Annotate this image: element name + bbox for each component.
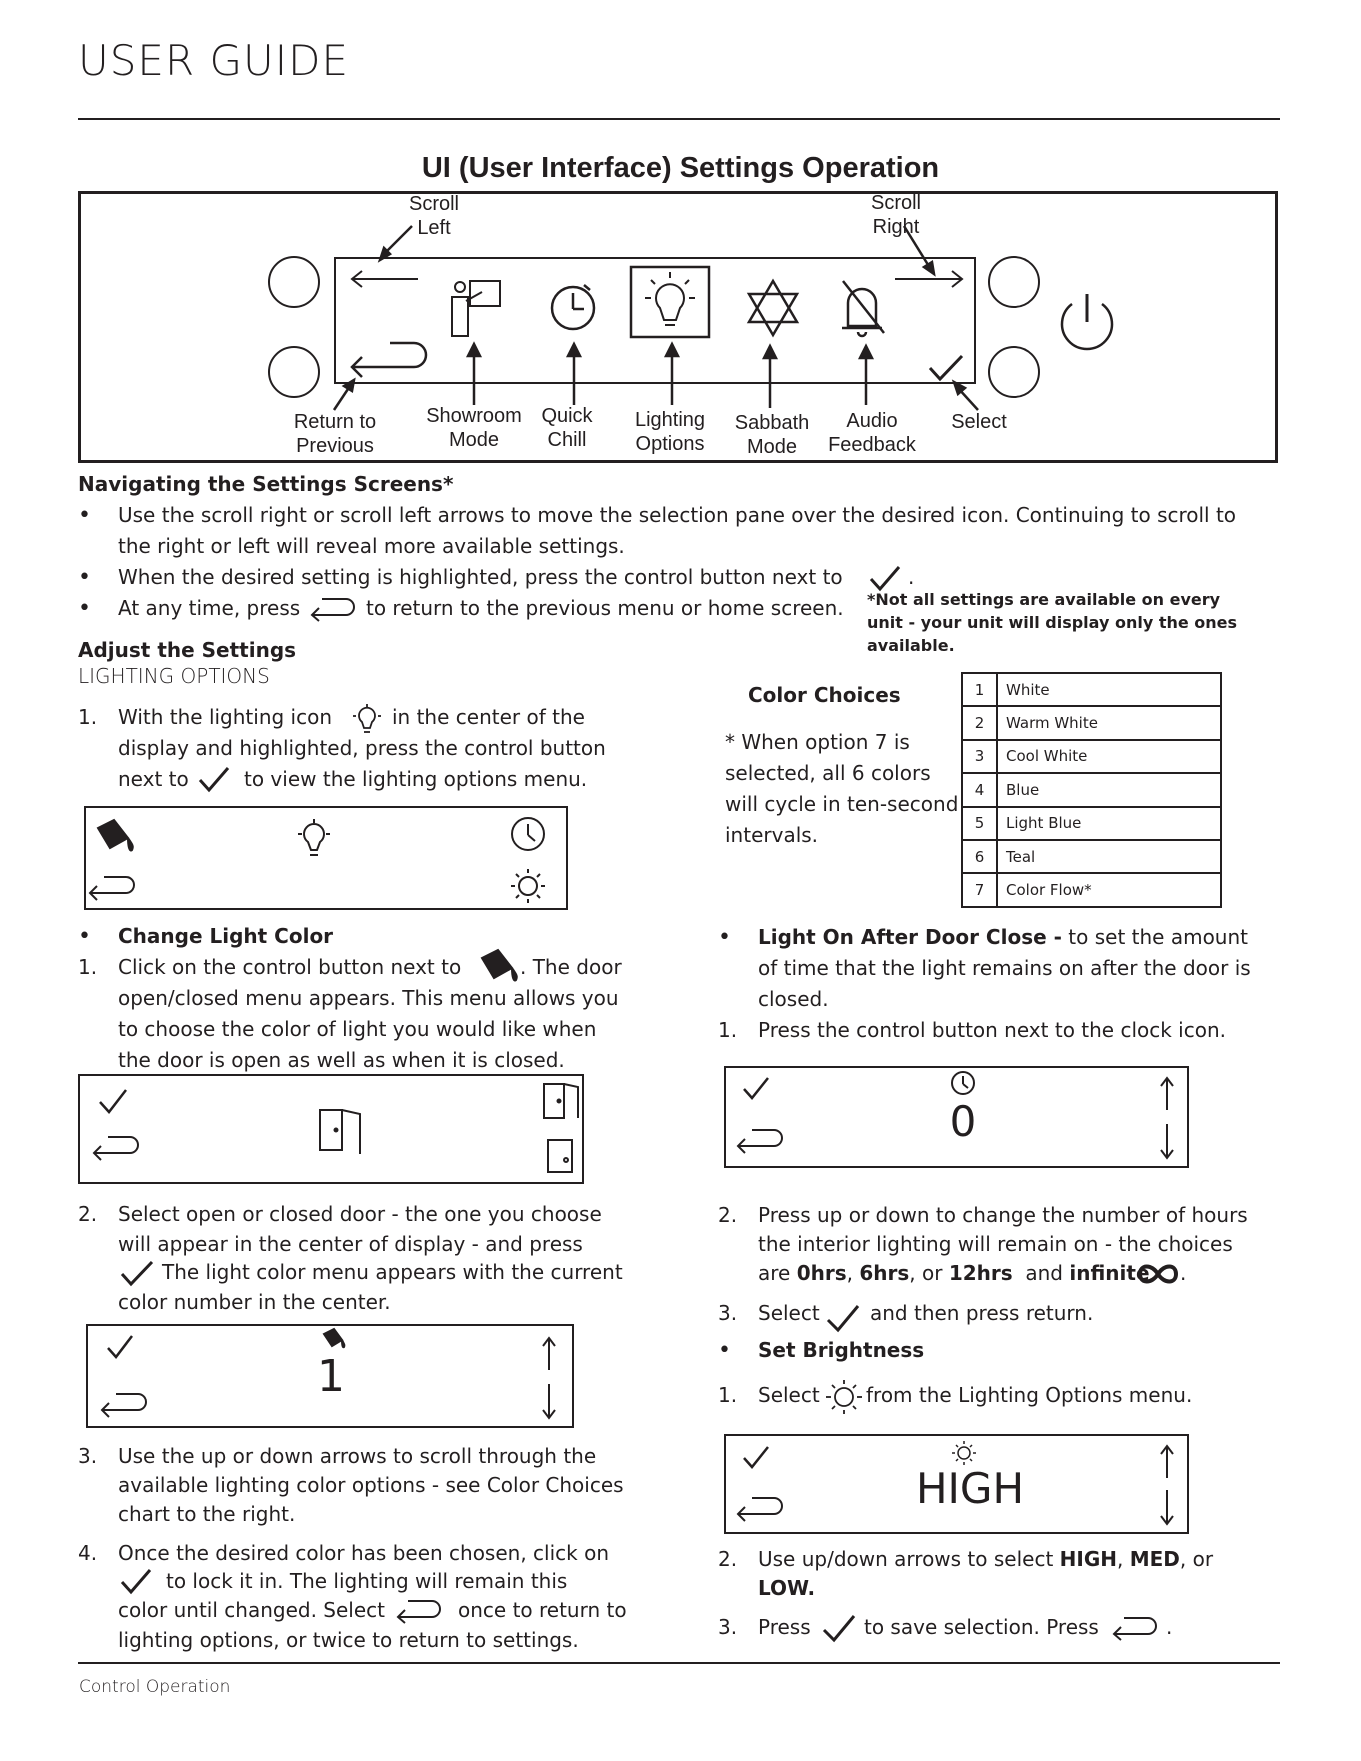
label-return-to-previous: Return to Previous [293,411,377,457]
down-arrow-icon [1161,1124,1173,1158]
hours-value: 0 [949,1097,977,1146]
label-sabbath-mode: Sabbath Mode [734,412,810,458]
light-on-line-3: closed. [758,987,829,1011]
table-row: 5 Light Blue [962,807,1221,840]
return-icon [308,593,358,623]
change-color-step-4-line-4: lighting options, or twice to return to settings. [118,1628,579,1652]
table-row: 6 Teal [962,840,1221,873]
step-number: 4. [78,1541,98,1565]
control-button-bottom-left [269,347,319,397]
showroom-mode-icon [452,281,500,336]
step-number: 2. [718,1203,738,1227]
step-number: 2. [718,1547,738,1571]
table-row: 2 Warm White [962,706,1221,739]
checkmark-icon [100,1090,126,1112]
brightness-value: HIGH [915,1464,1025,1513]
checkmark-icon [118,1258,158,1288]
bullet: • [78,565,91,590]
step-number: 1. [78,705,98,729]
checkmark-icon [824,1302,864,1334]
checkmark-icon [820,1612,860,1644]
table-row: 4 Blue [962,773,1221,806]
muted-bell-icon [842,281,884,336]
navigating-heading: Navigating the Settings Screens* [78,472,454,496]
light-on-step-2-line-1: Press up or down to change the number of hours [758,1203,1248,1227]
page-header-title: USER GUIDE [78,36,350,85]
door-menu-icons [78,1074,584,1184]
change-color-step-1-line-1a: Click on the control button next to [118,955,462,979]
infinity-icon [1138,1262,1178,1286]
brightness-step-1-a: Select [758,1383,820,1407]
down-arrow-icon [1161,1490,1173,1524]
brightness-step-2-line-2: LOW. [758,1576,816,1600]
bullet: • [78,924,91,949]
step-number: 1. [718,1383,738,1407]
step-number: 3. [78,1444,98,1468]
checkmark-icon [744,1078,768,1098]
light-on-step-1: Press the control button next to the clock icon. [758,1018,1227,1042]
navigating-bullet-1-line-1: Use the scroll right or scroll left arrows to move the selection pane over the desired icon. Continuing to scroll to [118,503,1237,527]
change-color-step-1-line-1b: . The door [520,955,622,979]
change-color-step-1-line-2: open/closed menu appears. This menu allows you [118,986,619,1010]
up-arrow-icon [543,1338,555,1370]
change-color-step-3-line-3: chart to the right. [118,1502,296,1526]
light-on-step-2-end: . [1180,1261,1187,1285]
light-on-step-2-line-3: are 0hrs, 6hrs, or 12hrs and infinite [758,1261,1150,1285]
return-icon [90,877,134,900]
sabbath-star-icon [749,281,797,335]
checkmark-icon [118,1566,154,1596]
navigating-bullet-3-a: At any time, press [118,596,301,620]
light-bulb-icon [645,272,695,325]
display-screen [335,258,975,383]
change-color-step-4-line-3a: color until changed. Select [118,1598,385,1622]
power-icon [1062,294,1112,349]
up-arrow-icon [1161,1078,1173,1110]
step-number: 3. [718,1615,738,1639]
paint-bucket-icon [478,946,522,984]
return-icon [1110,1612,1160,1642]
door-open-icon [544,1084,578,1118]
navigating-bullet-2: When the desired setting is highlighted, press the control button next to [118,565,843,589]
sun-brightness-icon [511,869,545,903]
footer-text: Control Operation [79,1677,231,1697]
step-number: 1. [78,955,98,979]
light-on-line-2: of time that the light remains on after the door is [758,956,1251,980]
change-color-step-2-line-4: color number in the center. [118,1290,391,1314]
label-select: Select [951,411,1007,433]
ui-diagram [0,0,1361,470]
door-open-icon [320,1110,360,1154]
section-title: UI (User Interface) Settings Operation [421,152,940,184]
return-icon [352,343,426,377]
down-arrow-icon [543,1384,555,1418]
return-icon [738,1130,782,1153]
navigating-bullet-1-line-2: the right or left will reveal more available settings. [118,534,625,558]
navigating-bullet-3-b: to return to the previous menu or home screen. [366,596,844,620]
clock-icon [512,818,544,850]
lighting-options-menu-icons [84,806,568,910]
light-bulb-icon [298,819,330,855]
change-color-step-2-line-3: The light color menu appears with the current [162,1260,623,1284]
scroll-right-arrow-icon [895,271,962,287]
footer-divider [78,1662,1280,1664]
control-button-top-right [989,257,1039,307]
door-closed-icon [548,1140,572,1172]
clock-icon [952,1072,974,1094]
return-icon [394,1595,444,1625]
adjust-step-1-line-3b: to view the lighting options menu. [244,767,588,791]
change-color-step-4-line-2: to lock it in. The lighting will remain this [166,1569,568,1593]
control-button-bottom-right [989,347,1039,397]
label-showroom-mode: Showroom Mode [426,405,522,451]
color-choices-note: * When option 7 is selected, all 6 colors will cycle in ten-second intervals. [725,730,959,847]
change-color-step-3-line-1: Use the up or down arrows to scroll through the [118,1444,597,1468]
adjust-step-1-line-1b: in the center of the [392,705,585,729]
change-color-step-2-line-2: will appear in the center of display - and press [118,1232,583,1256]
checkmark-icon [108,1336,132,1357]
change-color-step-3-line-2: available lighting color options - see Color Choices [118,1473,624,1497]
brightness-step-3-end: . [1166,1615,1173,1639]
return-icon [102,1394,146,1417]
light-on-step-3-b: and then press return. [870,1301,1094,1325]
adjust-heading: Adjust the Settings [78,638,297,662]
navigating-bullet-2-end: . [908,565,915,589]
adjust-step-1-line-2: display and highlighted, press the control button [118,736,606,760]
change-color-step-1-line-3: to choose the color of light you would like when [118,1017,597,1041]
step-number: 3. [718,1301,738,1325]
checkmark-icon [744,1447,768,1467]
bullet: • [78,503,91,528]
table-row: 7 Color Flow* [962,873,1221,906]
label-lighting-options: Lighting Options [634,409,706,455]
step-number: 2. [78,1202,98,1226]
bullet: • [718,925,731,950]
table-row: 1 White [962,673,1221,706]
table-row: 3 Cool White [962,740,1221,773]
brightness-step-3-a: Press [758,1615,811,1639]
brightness-step-1-b: from the Lighting Options menu. [866,1383,1193,1407]
light-on-step-2-line-2: the interior lighting will remain on - the choices [758,1232,1233,1256]
stopwatch-icon [552,285,594,329]
change-color-step-2-line-1: Select open or closed door - the one you choose [118,1202,602,1226]
label-scroll-right: Scroll Right [870,192,921,238]
label-scroll-left: Scroll Left [408,193,459,239]
control-button-top-left [269,257,319,307]
return-icon [738,1498,782,1521]
bullet: • [78,596,91,621]
brightness-step-3-b: to save selection. Press [864,1615,1099,1639]
label-audio-feedback: Audio Feedback [828,410,916,456]
change-color-step-4-line-3b: once to return to [458,1598,627,1622]
color-number-value: 1 [317,1351,345,1402]
scroll-left-arrow-icon [352,271,418,287]
sun-brightness-icon [952,1441,976,1465]
up-arrow-icon [1161,1446,1173,1478]
brightness-step-2-line-1: Use up/down arrows to select HIGH, MED, or [758,1547,1214,1571]
bullet: • [718,1338,731,1363]
change-color-step-1-line-4: the door is open as well as when it is closed. [118,1048,565,1072]
checkmark-icon [196,764,232,794]
light-bulb-icon [348,702,388,736]
paint-bucket-icon [324,1329,344,1347]
step-number: 1. [718,1018,738,1042]
light-on-line-1: Light On After Door Close - to set the amount [758,925,1249,949]
paint-bucket-icon [98,820,133,851]
set-brightness-heading: Set Brightness [758,1338,925,1362]
adjust-step-1-line-1a: With the lighting icon [118,705,333,729]
color-choices-title: Color Choices [748,683,901,707]
light-on-step-3-a: Select [758,1301,820,1325]
change-light-color-heading: Change Light Color [118,924,334,948]
availability-note: *Not all settings are available on every unit - your unit will display only the ones available. [867,590,1238,655]
sun-brightness-icon [824,1378,864,1416]
lighting-options-subheading: LIGHTING OPTIONS [78,664,270,688]
checkmark-icon [930,356,962,379]
color-choices-table [961,672,1222,908]
adjust-step-1-line-3a: next to [118,767,189,791]
label-quick-chill: Quick Chill [541,405,593,451]
change-color-step-4-line-1: Once the desired color has been chosen, click on [118,1541,610,1565]
return-icon [94,1137,138,1160]
